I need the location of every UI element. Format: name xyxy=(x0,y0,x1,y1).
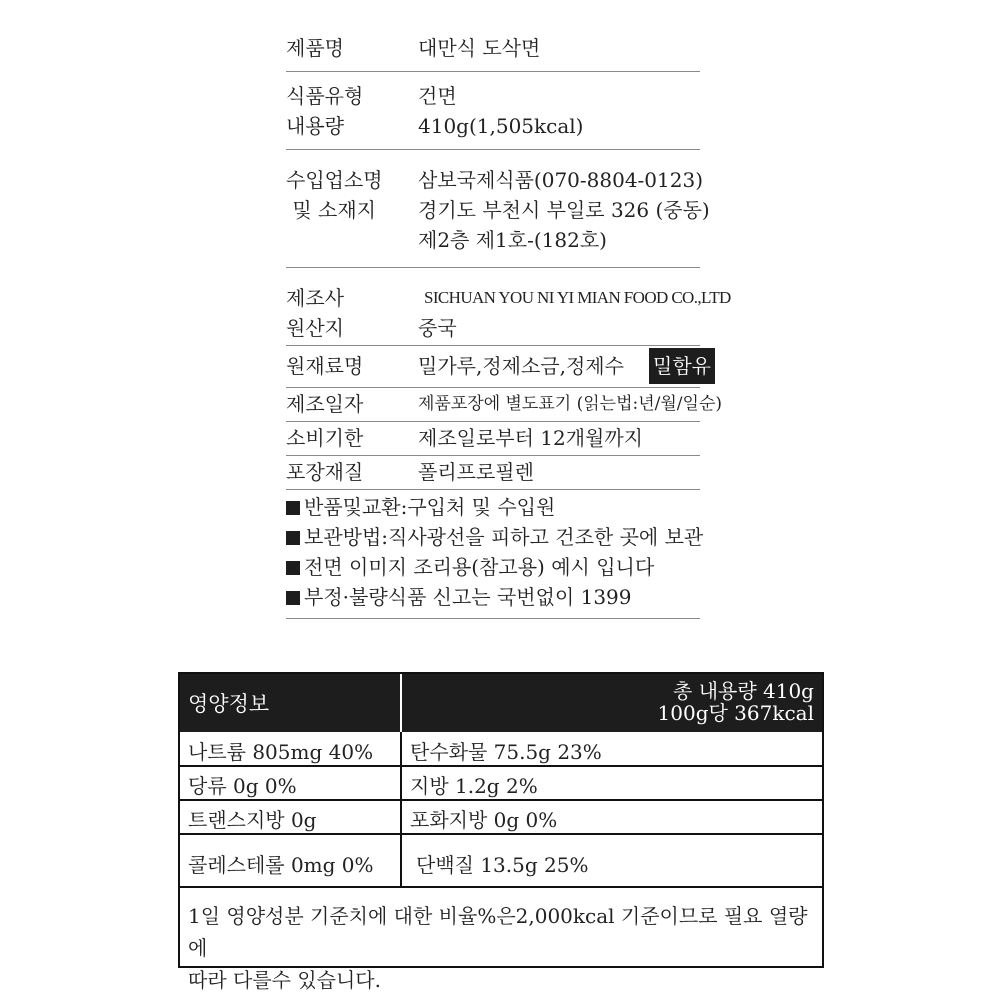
product-name-value: 대만식 도삭면 xyxy=(418,36,541,60)
row-divider xyxy=(180,765,822,767)
row-divider xyxy=(180,886,822,888)
origin-label: 원산지 xyxy=(286,316,344,340)
nutrition-title: 영양정보 xyxy=(188,692,270,716)
trans-fat-cell: 트랜스지방 0g xyxy=(188,808,317,832)
expiry-value: 제조일로부터 12개월까지 xyxy=(418,426,644,450)
importer-label-1: 수입업소명 xyxy=(286,168,383,192)
saturated-fat-cell: 포화지방 0g 0% xyxy=(410,808,558,832)
row-expiry xyxy=(286,422,700,455)
per-100g-calories: 100g당 367kcal xyxy=(657,701,814,725)
manufacturer-value: SICHUAN YOU NI YI MIAN FOOD CO.,LTD xyxy=(424,288,731,307)
nutrition-footnote: 1일 영양성분 기준치에 대한 비율%은2,000kcal 기준이므로 필요 열량에 따라 다를수 있습니다. xyxy=(188,904,808,992)
sugar-cell: 당류 0g 0% xyxy=(188,774,297,798)
row-ingredients xyxy=(286,346,711,387)
importer-value-1: 삼보국제식품(070-8804-0123) xyxy=(418,168,704,192)
importer-value-3: 제2층 제1호-(182호) xyxy=(418,228,607,252)
manufacturer-label: 제조사 xyxy=(286,286,344,310)
row-manufacturer-origin xyxy=(286,268,731,345)
food-type-label: 식품유형 xyxy=(286,84,364,108)
content-value: 410g(1,505kcal) xyxy=(418,114,584,138)
row-divider xyxy=(180,799,822,801)
importer-label-2: 및 소재지 xyxy=(286,198,376,222)
sodium-cell: 나트륨 805mg 40% xyxy=(188,740,374,764)
ingredients-value: 밀가루,정제소금,정제수 xyxy=(418,354,624,378)
header-separator xyxy=(400,674,402,732)
nutrition-total xyxy=(658,680,814,724)
protein-cell: 단백질 13.5g 25% xyxy=(416,853,589,877)
bullet-square-icon xyxy=(286,501,300,515)
divider xyxy=(286,618,700,619)
row-manufacture-date xyxy=(286,388,723,421)
product-name-label: 제품명 xyxy=(286,36,344,60)
row-divider xyxy=(180,833,822,835)
allergen-badge: 밀함유 xyxy=(649,348,715,384)
importer-value-2: 경기도 부천시 부일로 326 (중동) xyxy=(418,198,710,222)
note-item: 전면 이미지 조리용(참고용) 예시 입니다 xyxy=(286,552,700,582)
row-importer xyxy=(286,150,710,267)
total-content: 총 내용량 410g xyxy=(673,679,814,703)
notes-block xyxy=(286,490,704,618)
bullet-square-icon xyxy=(286,531,300,545)
content-label: 내용량 xyxy=(286,114,344,138)
bullet-square-icon xyxy=(286,591,300,605)
nutrition-facts-table xyxy=(178,672,824,992)
food-type-value: 건면 xyxy=(418,84,457,108)
fat-cell: 지방 1.2g 2% xyxy=(410,774,538,798)
note-item: 부정·불량식품 신고는 국번없이 1399 xyxy=(286,582,700,612)
carbohydrate-cell: 탄수화물 75.5g 23% xyxy=(410,740,602,764)
row-product-name xyxy=(286,30,700,71)
note-item: 보관방법:직사광선을 피하고 건조한 곳에 보관 xyxy=(286,522,700,552)
origin-value: 중국 xyxy=(418,316,457,340)
ingredients-label: 원재료명 xyxy=(286,354,364,378)
product-info-table xyxy=(286,30,731,619)
expiry-label: 소비기한 xyxy=(286,426,364,450)
manufacture-date-label: 제조일자 xyxy=(286,392,364,416)
column-divider xyxy=(400,732,402,886)
bullet-square-icon xyxy=(286,561,300,575)
nutrition-header xyxy=(180,674,822,732)
manufacture-date-value: 제품포장에 별도표기 (읽는법:년/월/일순) xyxy=(418,394,723,414)
note-item: 반품및교환:구입처 및 수입원 xyxy=(286,492,700,522)
packaging-value: 폴리프로필렌 xyxy=(418,460,534,484)
row-food-type-content xyxy=(286,72,700,149)
cholesterol-cell: 콜레스테롤 0mg 0% xyxy=(188,853,374,877)
packaging-label: 포장재질 xyxy=(286,460,364,484)
row-packaging xyxy=(286,456,700,489)
